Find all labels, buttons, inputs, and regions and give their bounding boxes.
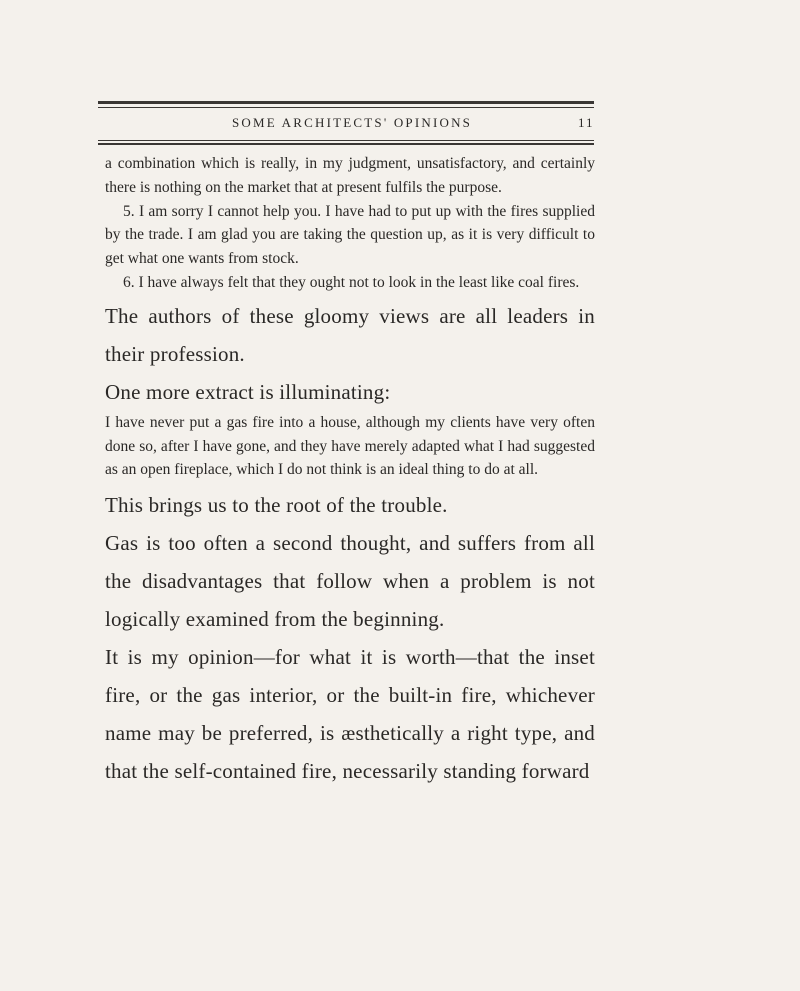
paragraph-opinion-5: 5. I am sorry I cannot help you. I have had to put up with the fires supplied by the trade. I am glad you are taking the question up, as it is very difficult to get what one wants from stock.	[105, 202, 595, 268]
paragraph-opinion: It is my opinion—for what it is worth—that the inset fire, or the gas interior, or the built-in fire, whichever name may be preferred, is æsthetically a right type, and that the self-contained fire, necessarily standing forward	[105, 645, 595, 784]
paragraph-extract-intro: One more extract is illuminating:	[105, 379, 391, 404]
header-rule-top-thin	[98, 107, 594, 108]
header-rule-bottom	[98, 143, 594, 145]
header-rule-top	[98, 101, 594, 104]
header-rule-bottom-thin	[98, 140, 594, 141]
paragraph-authors: The authors of these gloomy views are all leaders in their profession.	[105, 303, 595, 366]
paragraph-continuation: a combination which is really, in my judgment, unsatisfactory, and certainly there is nothing on the market that at present fulfils the purpose.	[105, 155, 595, 196]
page-number: 11	[578, 115, 595, 130]
paragraph-opinion-6: 6. I have always felt that they ought not to look in the least like coal fires.	[123, 273, 580, 291]
running-head: SOME ARCHITECTS' OPINIONS	[232, 115, 473, 130]
paragraph-second-thought: Gas is too often a second thought, and suffers from all the disadvantages that follow when a problem is not logically examined from the beginning.	[105, 531, 595, 632]
paragraph-root-of-trouble: This brings us to the root of the trouble.	[105, 493, 448, 518]
paragraph-extract: I have never put a gas fire into a house, although my clients have very often done so, after I have gone, and they have merely adapted what I had suggested as an open fireplace, which I do not think is an ideal thing to do at all.	[105, 413, 595, 479]
page-body	[105, 152, 595, 790]
